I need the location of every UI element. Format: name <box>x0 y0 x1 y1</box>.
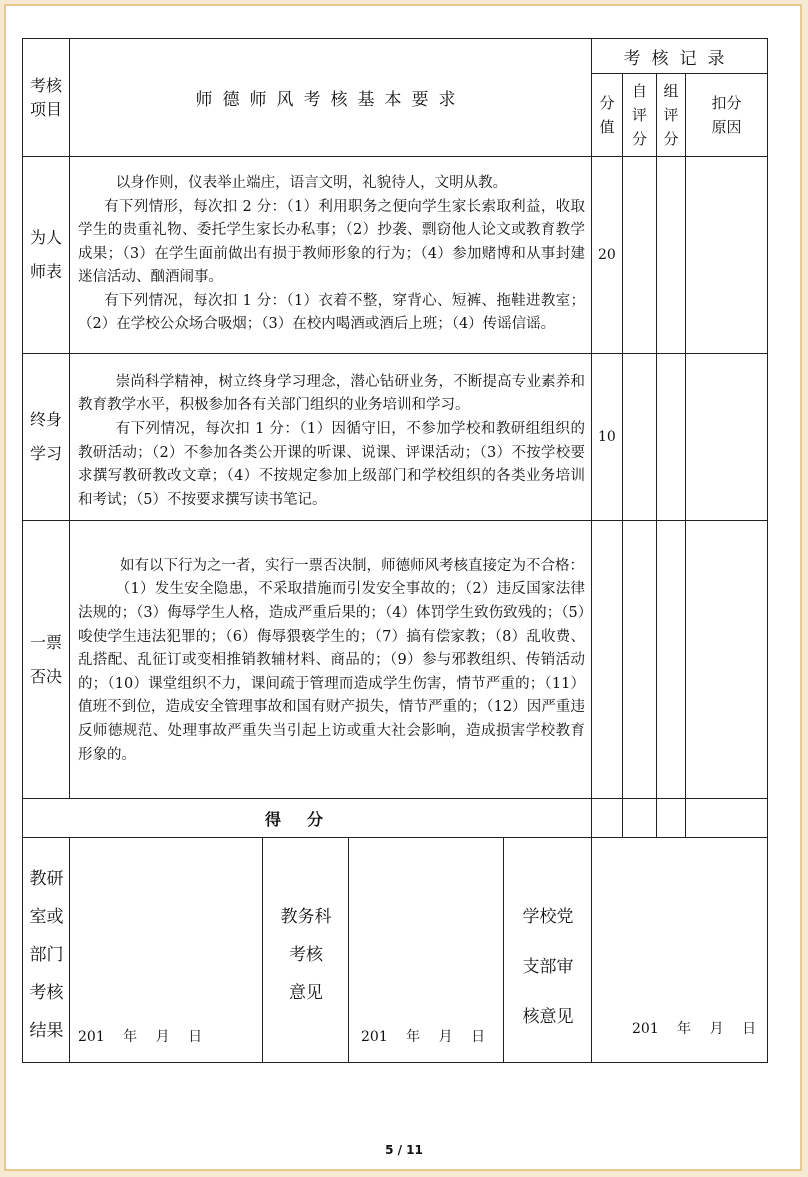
requirement-paragraph: 如有以下行为之一者，实行一票否决制，师德师风考核直接定为不合格： <box>120 557 585 574</box>
group-score-cell[interactable] <box>657 157 686 354</box>
item-label: 为人 师表 <box>23 157 70 354</box>
total-reason-cell[interactable] <box>686 799 768 838</box>
dept-result-label: 教研 室或 部门 考核 结果 <box>23 838 70 1063</box>
total-group-score-cell[interactable] <box>657 799 686 838</box>
score-value: 20 <box>592 157 623 354</box>
col-header-score: 分值 <box>592 74 623 157</box>
assessment-table <box>22 38 768 1063</box>
group-score-cell[interactable] <box>657 354 686 521</box>
item-label: 一票 否决 <box>23 521 70 799</box>
date-line: 201 年 月 日 <box>361 1029 486 1045</box>
total-self-score-cell[interactable] <box>623 799 657 838</box>
requirement-paragraph: 以身作则，仪表举止端庄，语言文明，礼貌待人，文明从教。 <box>115 174 508 191</box>
score-value: 10 <box>592 354 623 521</box>
header-item-label: 考核 项目 <box>23 39 70 157</box>
record-header: 考核记录 <box>592 39 768 74</box>
col-header-self-score: 自评分 <box>623 74 657 157</box>
group-score-cell[interactable] <box>657 521 686 799</box>
party-branch-label: 学校党 支部审 核意见 <box>504 838 592 1063</box>
self-score-cell[interactable] <box>623 157 657 354</box>
requirement-paragraph: （1）发生安全隐患，不采取措施而引发安全事故的；（2）违反国家法律法规的；（3）侮辱学生人格，造成严重后果的；（4）体罚学生致伤致残的；（5）唆使学生违法犯罪的；（6）侮辱猥亵学生的；（7）搞有偿家教；（8）乱收费、乱搭配、乱征订或变相推销教辅材料、商品的；（9）参与邪教组织、传销活动的；（10）课堂组织不力，课间疏于管理而造成学生伤害，情节严重的；（11）值班不到位，造成安全管理事故和国有财产损失，情节严重的；（12）因严重违反师德规范、处理事故严重失当引起上访或重大社会影响，造成损害学校教育形象的。 <box>78 581 585 763</box>
score-value <box>592 521 623 799</box>
date-line: 201 年 月 日 <box>78 1029 203 1045</box>
deduction-reason-cell[interactable] <box>686 521 768 799</box>
requirement-paragraph: 有下列情况，每次扣 1 分：（1）因循守旧，不参加学校和教研组组织的教研活动；（2）不参加各类公开课的听课、说课、评课活动；（3）不按学校要求撰写教研教改文章；（4）不按规定参加上级部门和学校组织的各类业务培训和考试；（5）不按要求撰写读书笔记。 <box>78 420 585 508</box>
academic-affairs-label: 教务科 考核 意见 <box>263 838 349 1063</box>
item-requirements <box>70 521 592 799</box>
item-requirements <box>70 157 592 354</box>
page-number: 5 / 11 <box>385 1143 423 1157</box>
self-score-cell[interactable] <box>623 521 657 799</box>
col-header-deduction-reason: 扣分原因 <box>686 74 768 157</box>
item-requirements <box>70 354 592 521</box>
requirement-paragraph: 有下列情况，每次扣 1 分：（1）衣着不整，穿背心、短裤、拖鞋进教室；（2）在学校公众场合吸烟；（3）在校内喝酒或酒后上班；（4）传谣信谣。 <box>78 292 585 333</box>
self-score-cell[interactable] <box>623 354 657 521</box>
requirement-paragraph: 有下列情形，每次扣 2 分：（1）利用职务之便向学生家长索取利益，收取学生的贵重礼物、委托学生家长办私事；（2）抄袭、剽窃他人论文或教育教学成果；（3）在学生面前做出有损于教师形象的行为；（4）参加赌博和从事封建迷信活动、酗酒闹事。 <box>78 198 585 286</box>
page-title: 师德师风考核基本要求 <box>70 39 592 157</box>
col-header-group-score: 组评分 <box>657 74 686 157</box>
item-label: 终身 学习 <box>23 354 70 521</box>
academic-affairs-field[interactable] <box>349 838 504 1063</box>
total-score-label: 得分 <box>23 799 592 838</box>
party-branch-field[interactable] <box>592 838 768 1063</box>
date-line: 201 年 月 日 <box>632 1021 757 1037</box>
dept-result-field[interactable] <box>70 838 263 1063</box>
total-score-cell[interactable] <box>592 799 623 838</box>
deduction-reason-cell[interactable] <box>686 354 768 521</box>
deduction-reason-cell[interactable] <box>686 157 768 354</box>
requirement-paragraph: 崇尚科学精神，树立终身学习理念，潜心钻研业务，不断提高专业素养和教育教学水平，积极参加各有关部门组织的业务培训和学习。 <box>78 373 585 414</box>
